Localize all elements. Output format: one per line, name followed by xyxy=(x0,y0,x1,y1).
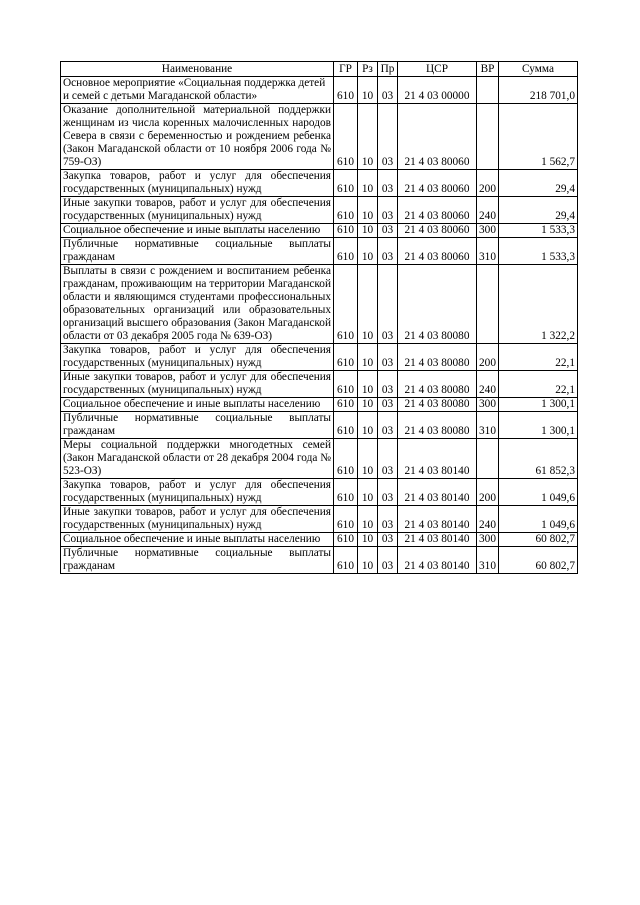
table-row xyxy=(61,344,578,371)
table-row xyxy=(61,238,578,265)
cell-csr: 21 4 03 80080 xyxy=(398,265,477,344)
cell-gr: 610 xyxy=(334,265,358,344)
header-rz: Рз xyxy=(358,62,378,77)
header-gr: ГР xyxy=(334,62,358,77)
cell-sum: 22,1 xyxy=(499,371,578,398)
cell-rz: 10 xyxy=(358,439,378,479)
cell-name: Социальное обеспечение и иные выплаты населению xyxy=(61,533,334,547)
cell-name: Закупка товаров, работ и услуг для обеспечения государственных (муниципальных) нужд xyxy=(61,170,334,197)
cell-vr: 310 xyxy=(477,547,499,574)
table-row xyxy=(61,412,578,439)
cell-sum: 1 049,6 xyxy=(499,479,578,506)
cell-gr: 610 xyxy=(334,77,358,104)
cell-pr: 03 xyxy=(378,479,398,506)
table-row xyxy=(61,197,578,224)
cell-vr: 240 xyxy=(477,197,499,224)
header-name: Наименование xyxy=(61,62,334,77)
cell-csr: 21 4 03 00000 xyxy=(398,77,477,104)
cell-rz: 10 xyxy=(358,412,378,439)
cell-csr: 21 4 03 80080 xyxy=(398,412,477,439)
cell-pr: 03 xyxy=(378,412,398,439)
table-row xyxy=(61,479,578,506)
cell-vr: 240 xyxy=(477,506,499,533)
cell-gr: 610 xyxy=(334,533,358,547)
cell-sum: 1 322,2 xyxy=(499,265,578,344)
cell-csr: 21 4 03 80080 xyxy=(398,371,477,398)
cell-csr: 21 4 03 80140 xyxy=(398,479,477,506)
cell-csr: 21 4 03 80140 xyxy=(398,547,477,574)
table-row xyxy=(61,439,578,479)
header-csr: ЦСР xyxy=(398,62,477,77)
cell-pr: 03 xyxy=(378,398,398,412)
cell-pr: 03 xyxy=(378,238,398,265)
cell-pr: 03 xyxy=(378,170,398,197)
cell-sum: 1 300,1 xyxy=(499,412,578,439)
cell-vr: 200 xyxy=(477,479,499,506)
cell-vr: 300 xyxy=(477,533,499,547)
table-row xyxy=(61,398,578,412)
cell-gr: 610 xyxy=(334,197,358,224)
header-pr: Пр xyxy=(378,62,398,77)
cell-rz: 10 xyxy=(358,533,378,547)
cell-csr: 21 4 03 80140 xyxy=(398,506,477,533)
header-sum: Сумма xyxy=(499,62,578,77)
cell-gr: 610 xyxy=(334,547,358,574)
cell-vr: 300 xyxy=(477,224,499,238)
cell-name: Иные закупки товаров, работ и услуг для обеспечения государственных (муниципальных) нужд xyxy=(61,197,334,224)
cell-pr: 03 xyxy=(378,224,398,238)
table-row xyxy=(61,77,578,104)
cell-rz: 10 xyxy=(358,170,378,197)
cell-pr: 03 xyxy=(378,506,398,533)
cell-gr: 610 xyxy=(334,224,358,238)
cell-gr: 610 xyxy=(334,371,358,398)
cell-rz: 10 xyxy=(358,398,378,412)
cell-name: Публичные нормативные социальные выплаты гражданам xyxy=(61,238,334,265)
cell-sum: 61 852,3 xyxy=(499,439,578,479)
cell-rz: 10 xyxy=(358,371,378,398)
cell-rz: 10 xyxy=(358,77,378,104)
cell-sum: 29,4 xyxy=(499,170,578,197)
cell-csr: 21 4 03 80080 xyxy=(398,398,477,412)
table-row xyxy=(61,170,578,197)
cell-vr xyxy=(477,104,499,170)
cell-rz: 10 xyxy=(358,344,378,371)
cell-rz: 10 xyxy=(358,265,378,344)
cell-name: Иные закупки товаров, работ и услуг для обеспечения государственных (муниципальных) нужд xyxy=(61,371,334,398)
cell-pr: 03 xyxy=(378,104,398,170)
cell-gr: 610 xyxy=(334,506,358,533)
cell-pr: 03 xyxy=(378,265,398,344)
cell-pr: 03 xyxy=(378,371,398,398)
cell-vr: 200 xyxy=(477,344,499,371)
table-row xyxy=(61,547,578,574)
table-header xyxy=(61,62,578,77)
cell-name: Закупка товаров, работ и услуг для обеспечения государственных (муниципальных) нужд xyxy=(61,344,334,371)
cell-sum: 1 533,3 xyxy=(499,224,578,238)
cell-gr: 610 xyxy=(334,170,358,197)
header-vr: ВР xyxy=(477,62,499,77)
cell-csr: 21 4 03 80140 xyxy=(398,533,477,547)
table-row xyxy=(61,224,578,238)
table-row xyxy=(61,265,578,344)
cell-name: Основное мероприятие «Социальная поддержка детей и семей с детьми Магаданской области» xyxy=(61,77,334,104)
cell-csr: 21 4 03 80080 xyxy=(398,344,477,371)
cell-name: Публичные нормативные социальные выплаты гражданам xyxy=(61,547,334,574)
cell-name: Социальное обеспечение и иные выплаты населению xyxy=(61,398,334,412)
cell-name: Иные закупки товаров, работ и услуг для обеспечения государственных (муниципальных) нужд xyxy=(61,506,334,533)
cell-sum: 60 802,7 xyxy=(499,533,578,547)
cell-vr xyxy=(477,77,499,104)
cell-vr: 310 xyxy=(477,412,499,439)
cell-csr: 21 4 03 80060 xyxy=(398,170,477,197)
cell-pr: 03 xyxy=(378,77,398,104)
cell-sum: 29,4 xyxy=(499,197,578,224)
cell-pr: 03 xyxy=(378,547,398,574)
cell-csr: 21 4 03 80060 xyxy=(398,104,477,170)
cell-rz: 10 xyxy=(358,104,378,170)
cell-rz: 10 xyxy=(358,547,378,574)
cell-gr: 610 xyxy=(334,479,358,506)
cell-gr: 610 xyxy=(334,398,358,412)
cell-rz: 10 xyxy=(358,479,378,506)
cell-csr: 21 4 03 80060 xyxy=(398,197,477,224)
cell-pr: 03 xyxy=(378,533,398,547)
table-row xyxy=(61,371,578,398)
cell-vr: 240 xyxy=(477,371,499,398)
cell-pr: 03 xyxy=(378,344,398,371)
table-row xyxy=(61,506,578,533)
cell-name: Меры социальной поддержки многодетных семей (Закон Магаданской области от 28 декабря 2004 года № 523-ОЗ) xyxy=(61,439,334,479)
cell-rz: 10 xyxy=(358,197,378,224)
cell-vr xyxy=(477,265,499,344)
cell-gr: 610 xyxy=(334,412,358,439)
cell-name: Закупка товаров, работ и услуг для обеспечения государственных (муниципальных) нужд xyxy=(61,479,334,506)
cell-sum: 1 533,3 xyxy=(499,238,578,265)
cell-gr: 610 xyxy=(334,344,358,371)
cell-sum: 1 562,7 xyxy=(499,104,578,170)
cell-pr: 03 xyxy=(378,439,398,479)
cell-rz: 10 xyxy=(358,224,378,238)
cell-sum: 1 300,1 xyxy=(499,398,578,412)
cell-name: Выплаты в связи с рождением и воспитанием ребенка гражданам, проживающим на территории Магаданской области и являющимся студентами профессиональных образовательных организаций или образовательных организаций высшего образования (Закон Магаданской области от 03 декабря 2005 года № 639-ОЗ) xyxy=(61,265,334,344)
table-row xyxy=(61,533,578,547)
budget-table xyxy=(60,61,578,574)
cell-gr: 610 xyxy=(334,238,358,265)
cell-gr: 610 xyxy=(334,104,358,170)
cell-name: Социальное обеспечение и иные выплаты населению xyxy=(61,224,334,238)
cell-rz: 10 xyxy=(358,506,378,533)
cell-vr: 300 xyxy=(477,398,499,412)
cell-csr: 21 4 03 80060 xyxy=(398,238,477,265)
cell-sum: 1 049,6 xyxy=(499,506,578,533)
cell-vr: 310 xyxy=(477,238,499,265)
cell-sum: 218 701,0 xyxy=(499,77,578,104)
cell-csr: 21 4 03 80060 xyxy=(398,224,477,238)
cell-sum: 60 802,7 xyxy=(499,547,578,574)
table-row xyxy=(61,104,578,170)
budget-table-container xyxy=(60,61,578,574)
cell-name: Публичные нормативные социальные выплаты гражданам xyxy=(61,412,334,439)
cell-vr xyxy=(477,439,499,479)
cell-gr: 610 xyxy=(334,439,358,479)
cell-rz: 10 xyxy=(358,238,378,265)
table-body xyxy=(61,77,578,574)
cell-vr: 200 xyxy=(477,170,499,197)
header-row xyxy=(61,62,578,77)
cell-csr: 21 4 03 80140 xyxy=(398,439,477,479)
cell-sum: 22,1 xyxy=(499,344,578,371)
cell-pr: 03 xyxy=(378,197,398,224)
cell-name: Оказание дополнительной материальной поддержки женщинам из числа коренных малочисленных народов Севера в связи с беременностью и рождением ребенка (Закон Магаданской области от 10 ноября 2006 года № 759-ОЗ) xyxy=(61,104,334,170)
